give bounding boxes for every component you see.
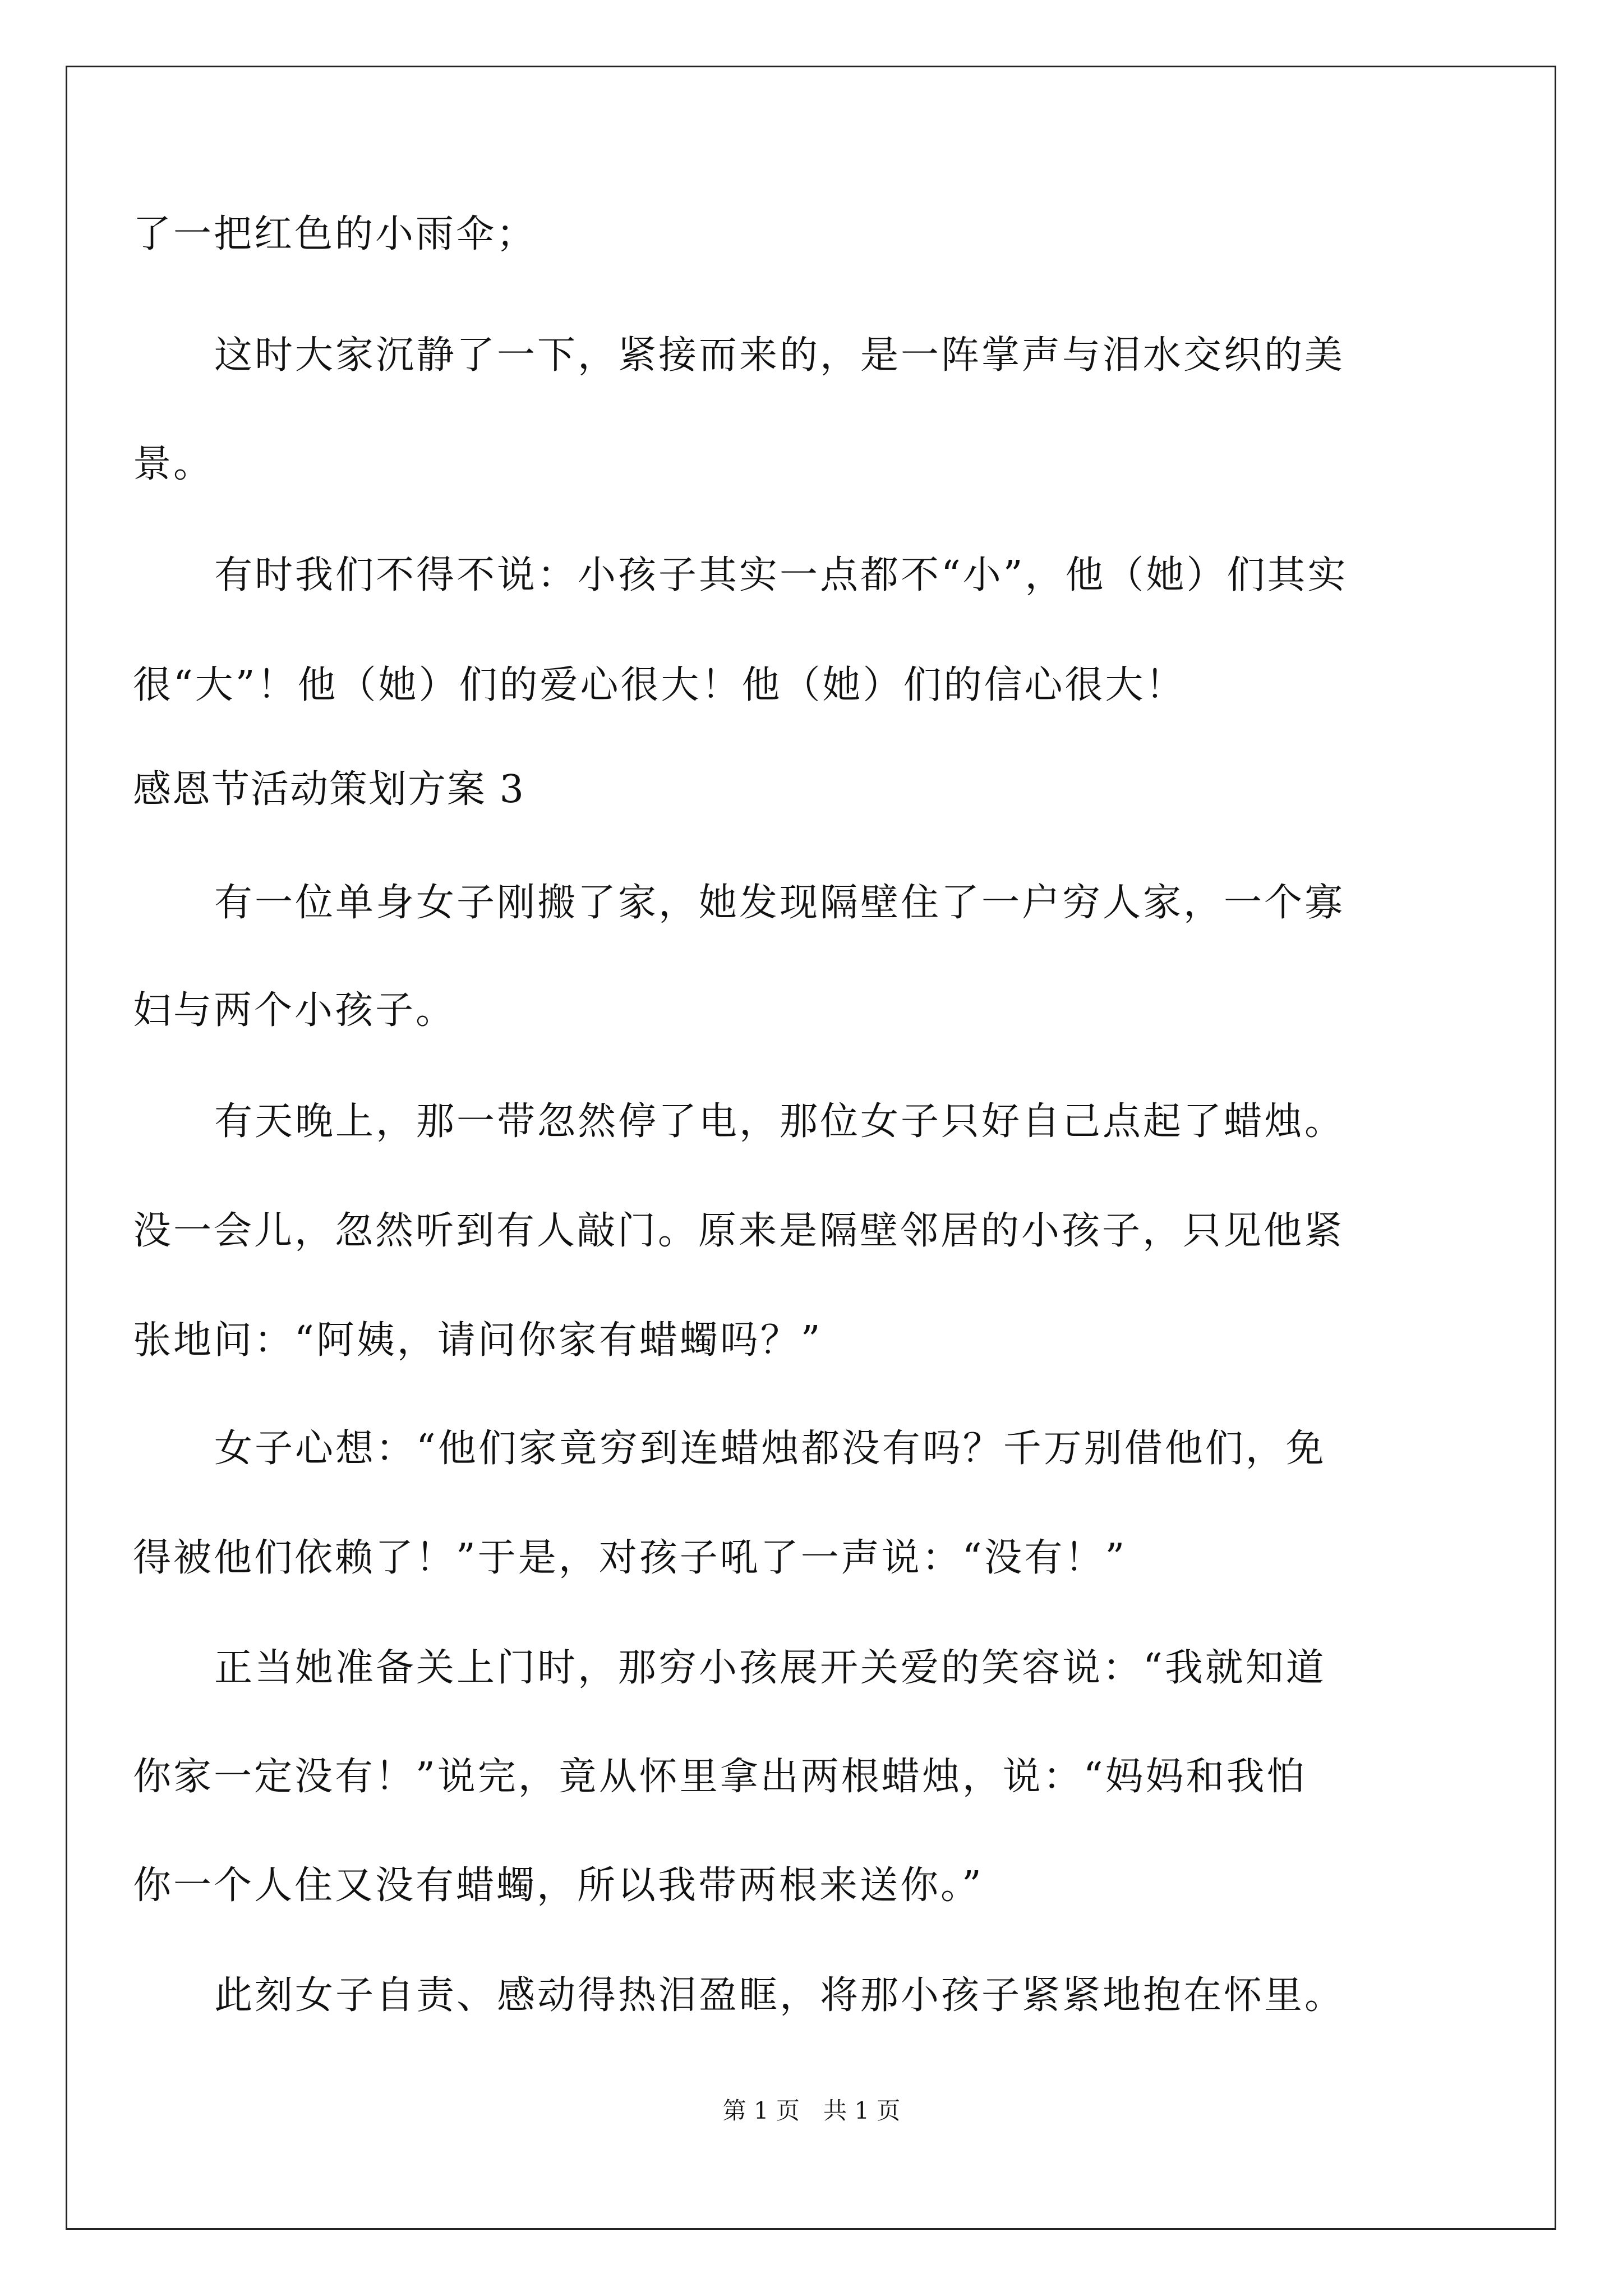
section-heading: 感恩节活动策划方案 3 xyxy=(133,767,525,812)
paragraph-first-line: 这时大家沉静了一下，紧接而来的，是一阵掌声与泪水交织的美 xyxy=(214,333,1345,378)
text-line: 妇与两个小孩子。 xyxy=(133,988,457,1033)
text-line: 了一把红色的小雨伞； xyxy=(133,212,537,256)
page-number-footer: 第 1 页 共 1 页 xyxy=(722,2097,901,2124)
paragraph-first-line: 有一位单身女子刚搬了家，她发现隔壁住了一户穷人家，一个寡 xyxy=(214,881,1345,925)
paragraph-first-line: 女子心想：“他们家竟穷到连蜡烛都没有吗？千万别借他们，免 xyxy=(214,1427,1326,1471)
paragraph-first-line: 有时我们不得不说：小孩子其实一点都不“小”，他（她）们其实 xyxy=(214,553,1348,597)
text-line: 你一个人住又没有蜡蠋，所以我带两根来送你。” xyxy=(133,1864,984,1908)
text-line: 没一会儿，忽然听到有人敲门。原来是隔壁邻居的小孩子，只见他紧 xyxy=(133,1209,1345,1253)
text-line: 很“大”！他（她）们的爱心很大！他（她）们的信心很大！ xyxy=(133,663,1186,707)
text-line: 景。 xyxy=(133,442,214,486)
paragraph-first-line: 此刻女子自责、感动得热泪盈眶，将那小孩子紧紧地抱在怀里。 xyxy=(214,1973,1345,2018)
text-line: 你家一定没有！”说完，竟从怀里拿出两根蜡烛，说：“妈妈和我怕 xyxy=(133,1755,1307,1799)
paragraph-first-line: 正当她准备关上门时，那穷小孩展开关爱的笑容说：“我就知道 xyxy=(214,1646,1326,1690)
text-line: 得被他们依赖了！”于是，对孩子吼了一声说：“没有！” xyxy=(133,1536,1127,1580)
text-line: 张地问：“阿姨，请问你家有蜡蠋吗？” xyxy=(133,1318,823,1363)
paragraph-first-line: 有天晚上，那一带忽然停了电，那位女子只好自己点起了蜡烛。 xyxy=(214,1099,1345,1144)
